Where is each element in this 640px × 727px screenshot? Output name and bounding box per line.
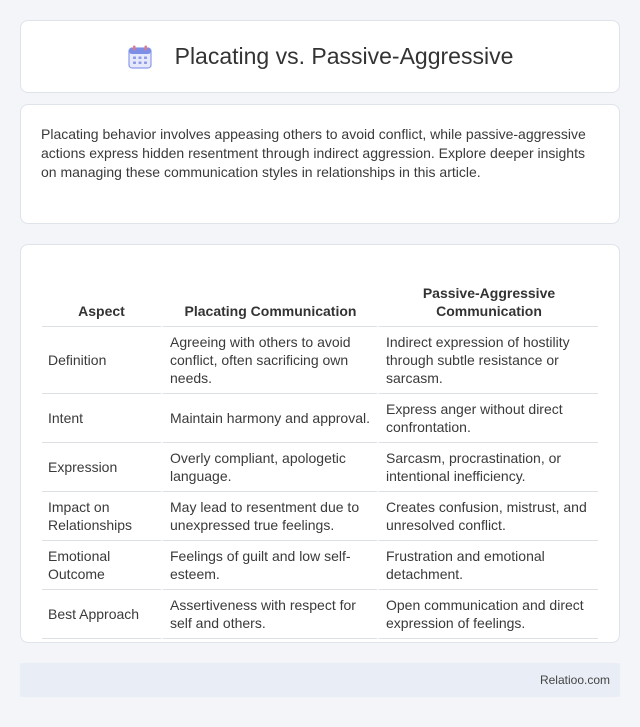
- cell-aspect: Best Approach: [42, 590, 161, 639]
- footer: [20, 663, 620, 697]
- table-row: [42, 327, 598, 394]
- page-title: Placating vs. Passive-Aggressive: [174, 43, 514, 69]
- table-row: [42, 443, 598, 492]
- column-header-aspect: Aspect: [42, 265, 161, 327]
- cell-passive-aggressive: Sarcasm, procrastination, or intentional inefficiency.: [377, 443, 598, 492]
- cell-aspect: Definition: [42, 327, 161, 394]
- cell-aspect: Impact on Relationships: [42, 492, 161, 541]
- table-row: [42, 394, 598, 443]
- cell-passive-aggressive: Frustration and emotional detachment.: [377, 541, 598, 590]
- cell-placating: May lead to resentment due to unexpressed true feelings.: [161, 492, 377, 541]
- calendar-icon: [127, 44, 153, 70]
- comparison-table-card: [20, 244, 620, 643]
- table-row: [42, 541, 598, 590]
- cell-passive-aggressive: Open communication and direct expression of feelings.: [377, 590, 598, 639]
- cell-placating: Agreeing with others to avoid conflict, often sacrificing own needs.: [161, 327, 377, 394]
- table-row: [42, 590, 598, 639]
- cell-placating: Assertiveness with respect for self and others.: [161, 590, 377, 639]
- cell-placating: Maintain harmony and approval.: [161, 394, 377, 443]
- column-header-placating: Placating Communication: [161, 265, 377, 327]
- comparison-table: [42, 265, 598, 639]
- intro-text: Placating behavior involves appeasing others to avoid conflict, while passive-aggressive actions express hidden resentment through indirect aggression. Explore deeper insights on managing these communication styles in relationships in this article.: [41, 126, 586, 180]
- cell-aspect: Intent: [42, 394, 161, 443]
- cell-placating: Feelings of guilt and low self-esteem.: [161, 541, 377, 590]
- table-header-row: [42, 265, 598, 327]
- cell-passive-aggressive: Indirect expression of hostility through subtle resistance or sarcasm.: [377, 327, 598, 394]
- table-row: [42, 492, 598, 541]
- cell-aspect: Emotional Outcome: [42, 541, 161, 590]
- column-header-passive-aggressive: Passive-Aggressive Communication: [377, 265, 598, 327]
- cell-placating: Overly compliant, apologetic language.: [161, 443, 377, 492]
- cell-aspect: Expression: [42, 443, 161, 492]
- cell-passive-aggressive: Express anger without direct confrontation.: [377, 394, 598, 443]
- cell-passive-aggressive: Creates confusion, mistrust, and unresolved conflict.: [377, 492, 598, 541]
- intro-card: [20, 104, 620, 224]
- footer-brand[interactable]: Relatioo.com: [539, 673, 610, 687]
- title-card: [20, 20, 620, 93]
